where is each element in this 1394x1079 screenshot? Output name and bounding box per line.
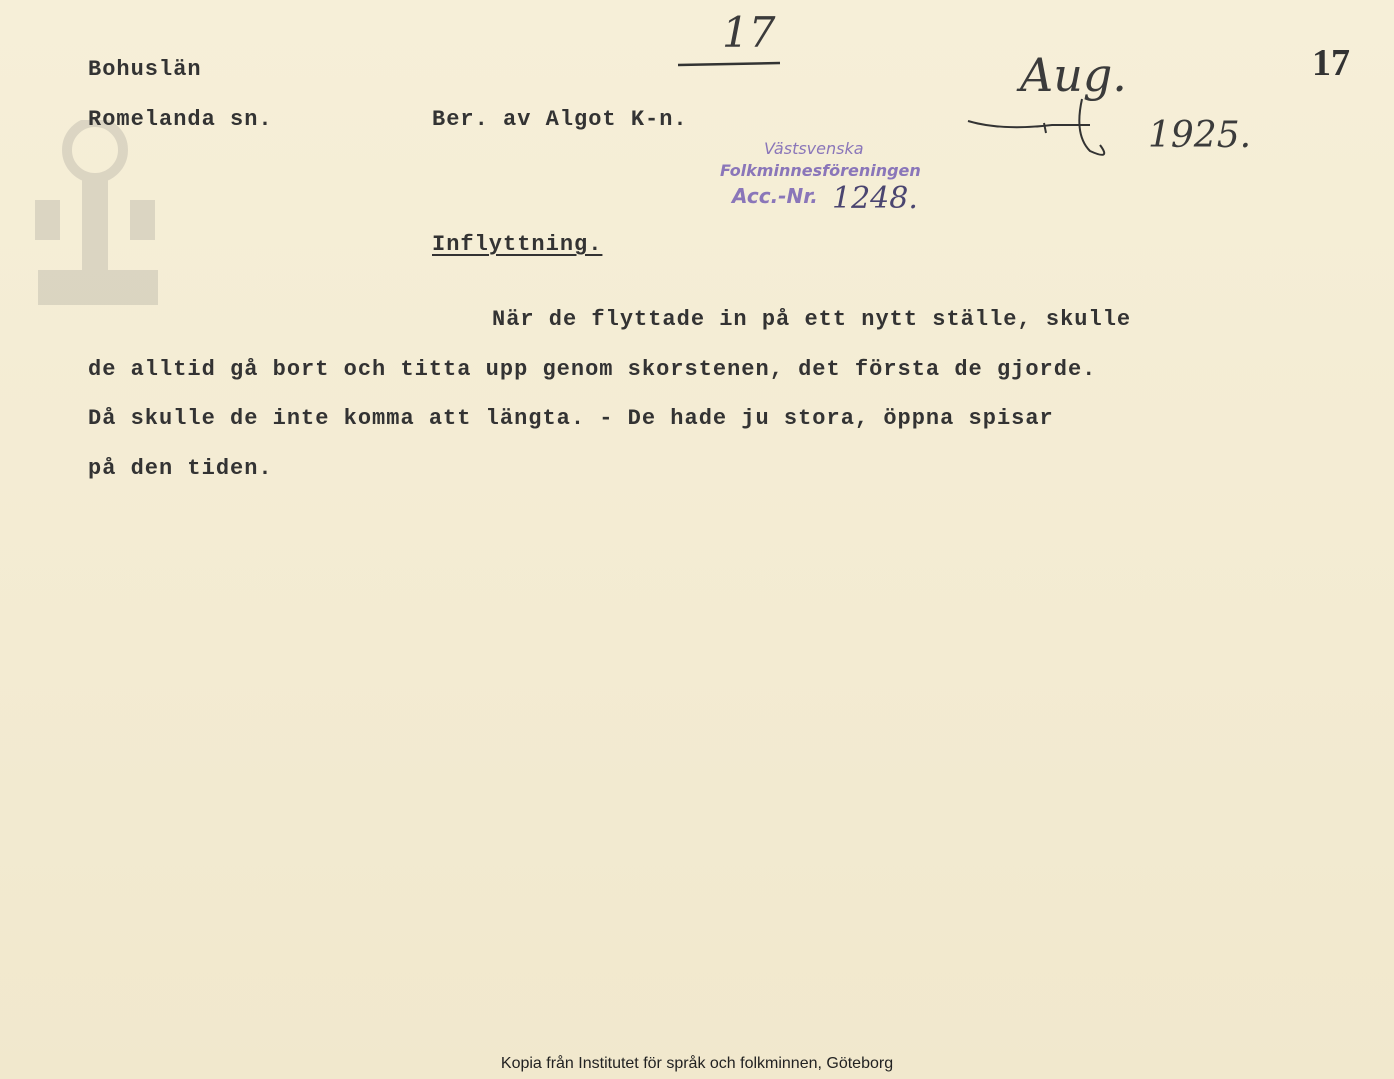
- date-flourish-icon: [962, 95, 1122, 165]
- watermark-emblem-icon: [30, 120, 170, 320]
- handwritten-month: Aug.: [1020, 48, 1127, 102]
- page-number-underline: [676, 58, 782, 70]
- footer-credit: Kopia från Institutet för språk och folkminnen, Göteborg: [500, 1055, 894, 1072]
- body-line-1: När de flyttade in på ett nytt ställe, skulle: [492, 307, 1132, 332]
- body-line-2: de alltid gå bort och titta upp genom skorstenen, det första de gjorde.: [88, 357, 1097, 382]
- handwritten-year: 1925.: [1148, 115, 1252, 156]
- province-label: Bohuslän: [88, 57, 202, 82]
- body-line-3: Då skulle de inte komma att längta. - De hade ju stora, öppna spisar: [88, 406, 1054, 431]
- parish-label: Romelanda sn.: [88, 107, 273, 132]
- reporter-label: Ber. av Algot K-n.: [432, 107, 688, 132]
- stamp-line-2: Folkminnesföreningen: [720, 161, 921, 180]
- stamp-acc-label: Acc.-Nr.: [732, 184, 818, 208]
- handwritten-page-number: 17: [722, 8, 776, 57]
- typed-page-number: 17: [1312, 42, 1350, 84]
- body-line-4: på den tiden.: [88, 456, 273, 481]
- document-title: [432, 234, 602, 256]
- document-title-text: Inflyttning.: [432, 232, 603, 257]
- stamp-line-1: Västsvenska: [764, 139, 864, 158]
- stamp-acc-number: 1248.: [832, 181, 918, 216]
